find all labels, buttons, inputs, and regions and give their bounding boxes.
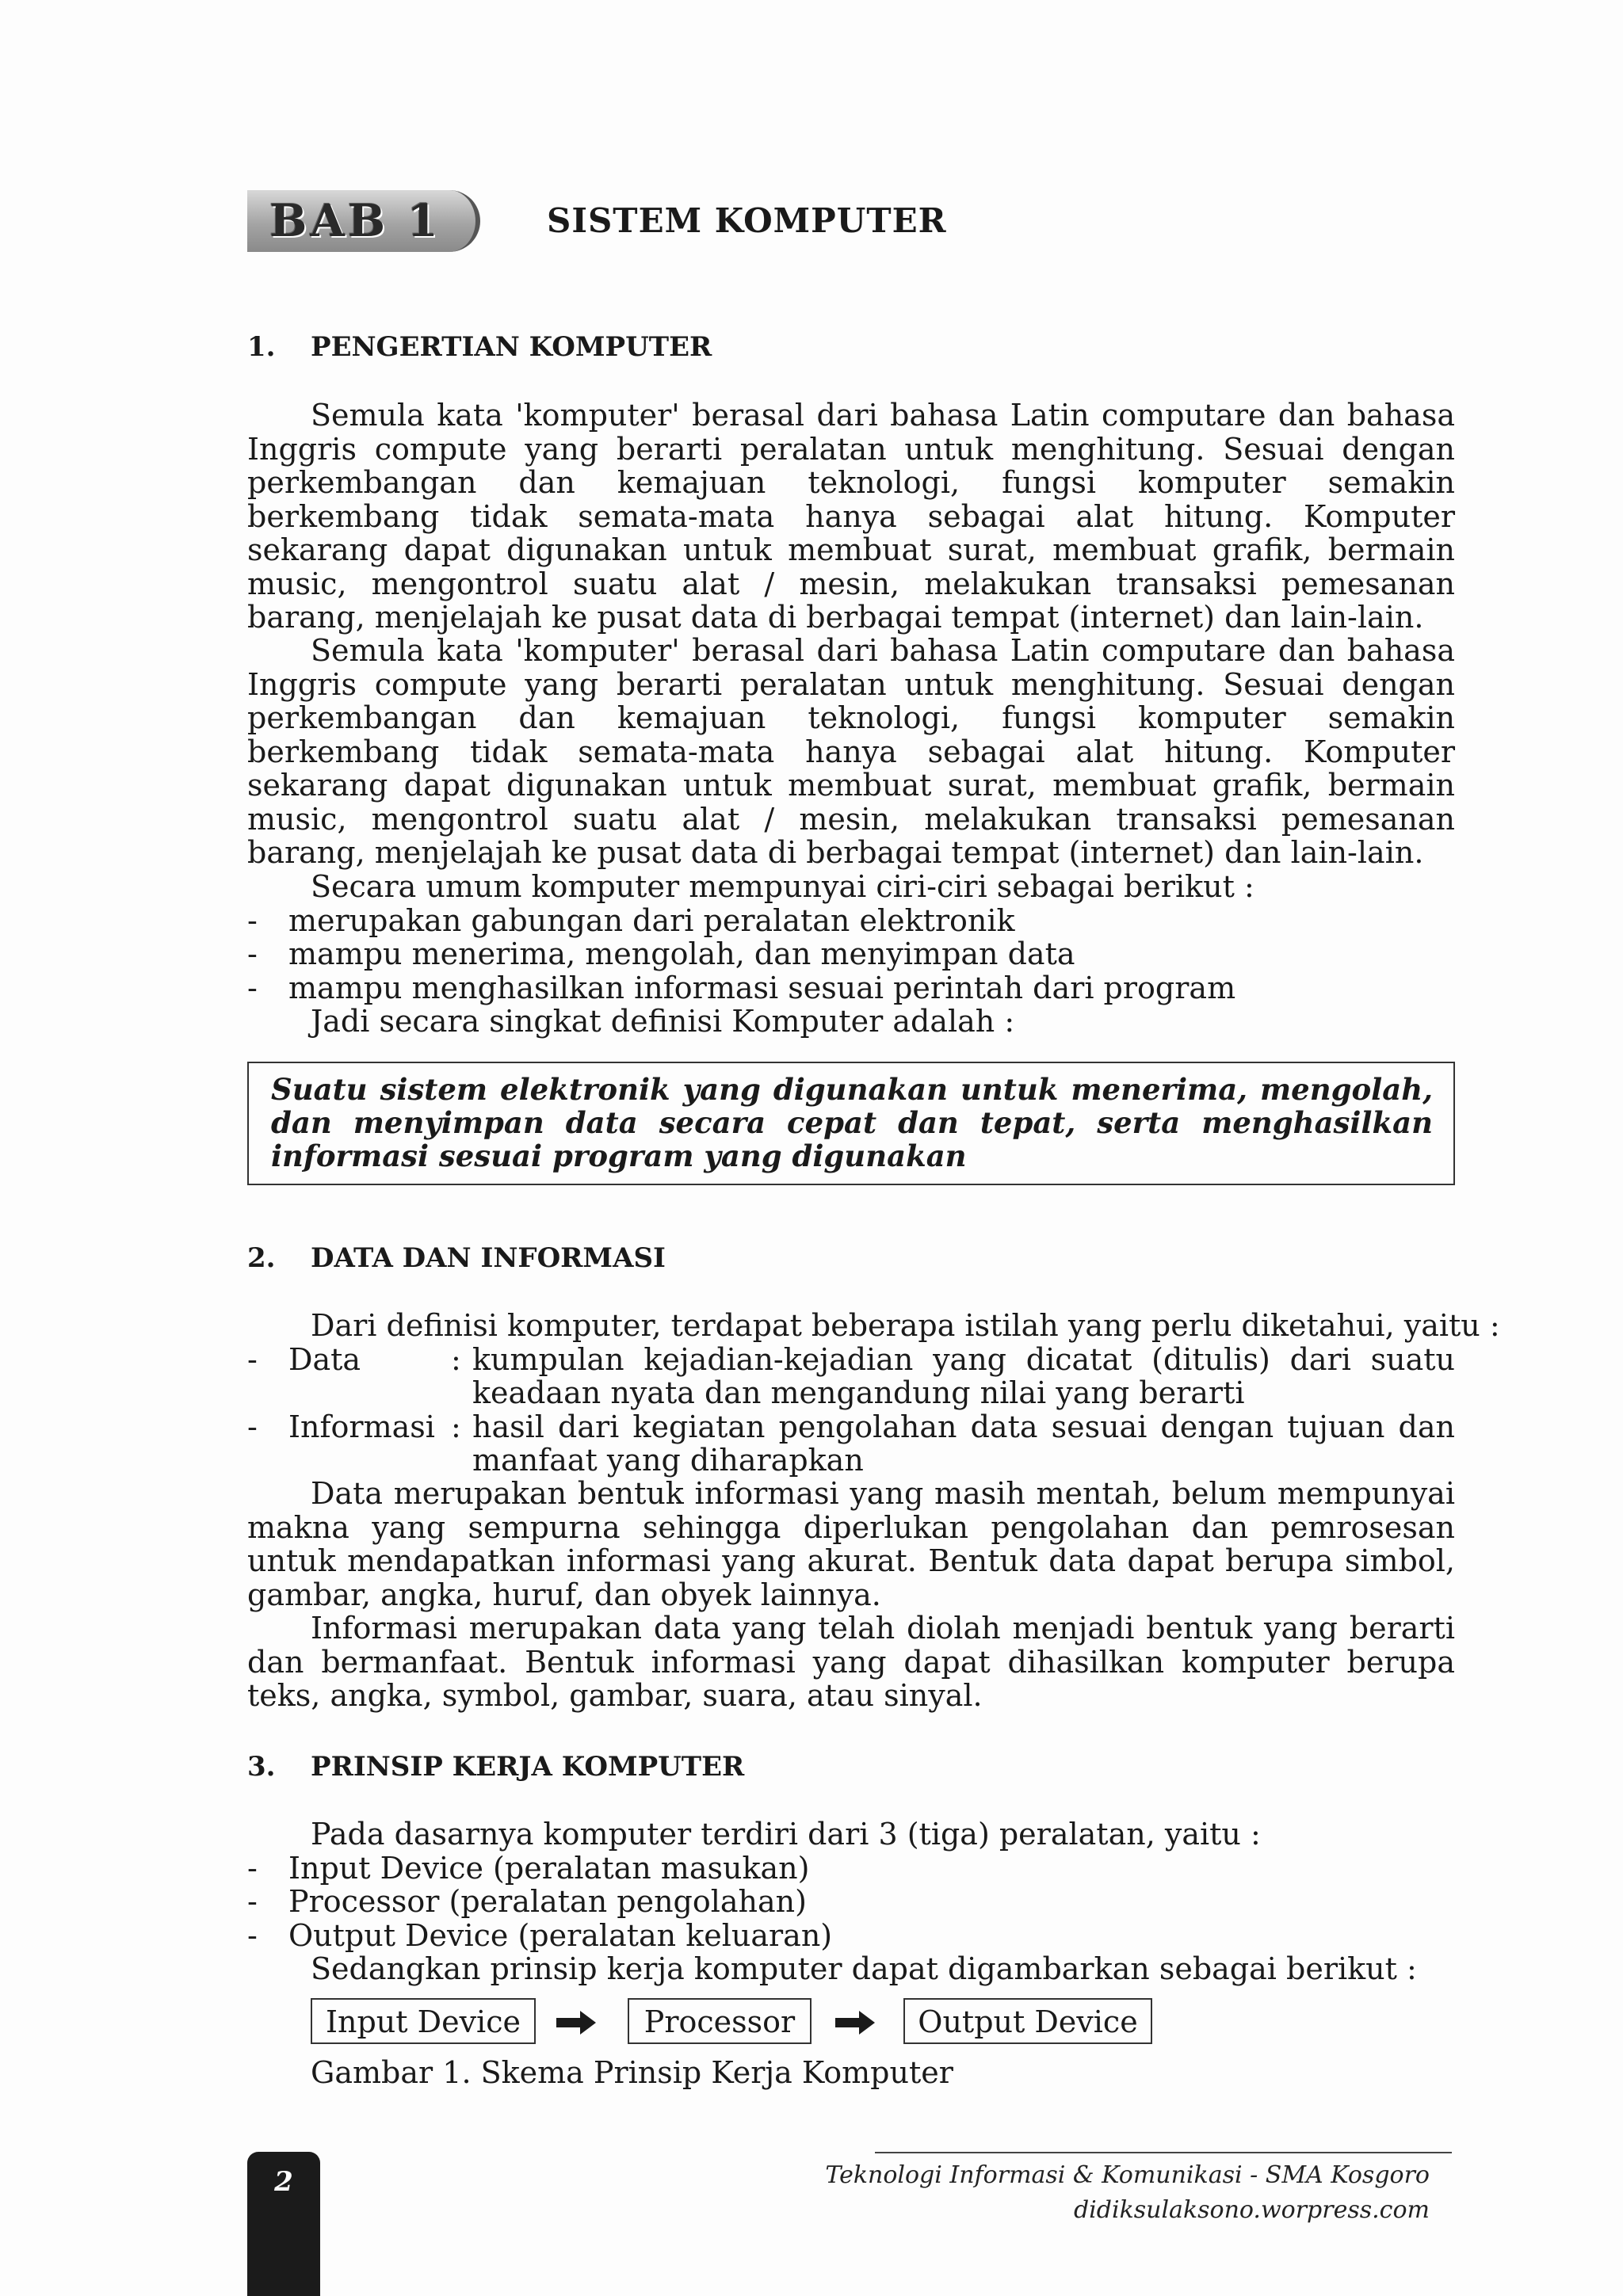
chapter-tab xyxy=(247,190,480,252)
figure-caption: Gambar 1. Skema Prinsip Kerja Komputer xyxy=(311,2055,953,2090)
term-definition-line: manfaat yang diharapkan xyxy=(472,1443,864,1478)
section-number: 2. xyxy=(247,1242,276,1274)
section-title: PRINSIP KERJA KOMPUTER xyxy=(311,1751,745,1783)
list-item: - Processor (peralatan pengolahan) xyxy=(247,1884,807,1919)
section-number: 3. xyxy=(247,1751,276,1783)
term-label: Data xyxy=(288,1342,361,1377)
definition-box xyxy=(247,1062,1455,1185)
chapter-title: SISTEM KOMPUTER xyxy=(547,201,947,240)
paragraph: Data merupakan bentuk informasi yang masih mentah, belum mempunyai makna yang sempurna sehingga diperlukan pengolahan dan pemrosesan untuk mendapatkan informasi yang akurat. Bentuk data dapat berupa simbol, gambar, angka, huruf, dan obyek lainnya. xyxy=(247,1476,1455,1612)
definition-text: Suatu sistem elektronik yang digunakan untuk menerima, mengolah, dan menyimpan data secara cepat dan tepat, serta menghasilkan informasi sesuai program yang digunakan xyxy=(271,1072,1433,1173)
section-1-heading xyxy=(247,331,712,363)
term-data: - Data : kumpulan kejadian-kejadian yang dicatat (ditulis) dari suatu keadaan nyata dan mengandung nilai yang berarti xyxy=(247,1342,1455,1410)
terms-intro: Dari definisi komputer, terdapat beberapa istilah yang perlu diketahui, yaitu : xyxy=(311,1308,1500,1343)
chapter-number: BAB 1 xyxy=(269,195,441,247)
footer-book-title: Teknologi Informasi & Komunikasi - SMA Kosgoro xyxy=(825,2161,1430,2189)
paragraph: Informasi merupakan data yang telah diolah menjadi bentuk yang berarti dan bermanfaat. Bentuk informasi yang dapat dihasilkan komputer berupa teks, angka, symbol, gambar, suara, atau sinyal. xyxy=(247,1611,1455,1713)
term-informasi: - Informasi : hasil dari kegiatan pengolahan data sesuai dengan tujuan dan manfaat yang diharapkan xyxy=(247,1409,1455,1478)
flow-box-input-device: Input Device xyxy=(311,1998,536,2044)
list-item: - mampu menghasilkan informasi sesuai perintah dari program xyxy=(247,971,1236,1005)
section-3-heading xyxy=(247,1751,744,1783)
term-definition-line: kumpulan kejadian-kejadian yang dicatat (ditulis) dari suatu xyxy=(472,1342,1455,1377)
section-number: 1. xyxy=(247,331,276,363)
conclusion-text: Jadi secara singkat definisi Komputer adalah : xyxy=(311,1004,1015,1039)
term-definition-line: hasil dari kegiatan pengolahan data sesuai dengan tujuan dan xyxy=(472,1409,1455,1444)
right-arrow-icon xyxy=(556,2011,596,2035)
section-title: PENGERTIAN KOMPUTER xyxy=(311,331,712,363)
section-title: DATA DAN INFORMASI xyxy=(311,1242,666,1274)
right-arrow-icon xyxy=(835,2011,875,2035)
section-2-heading xyxy=(247,1242,666,1274)
footer-rule xyxy=(875,2152,1452,2153)
footer-website: didiksulaksono.worpress.com xyxy=(1073,2196,1430,2224)
page-number: 2 xyxy=(274,2166,293,2198)
term-label: Informasi xyxy=(288,1409,435,1444)
list-item: - Output Device (peralatan keluaran) xyxy=(247,1918,833,1953)
paragraph: Semula kata 'komputer' berasal dari bahasa Latin computare dan bahasa Inggris compute yang berarti peralatan untuk menghitung. Sesuai dengan perkembangan dan kemajuan teknologi, fungsi komputer semakin berkembang tidak semata-mata hanya sebagai alat hitung. Komputer sekarang dapat digunakan untuk membuat surat, membuat grafik, bermain music, mengontrol suatu alat / mesin, melakukan transaksi pemesanan barang, menjelajah ke pusat data di berbagai tempat (internet) dan lain-lain. xyxy=(247,633,1455,870)
term-definition-line: keadaan nyata dan mengandung nilai yang berarti xyxy=(472,1375,1245,1410)
list-intro: Secara umum komputer mempunyai ciri-ciri sebagai berikut : xyxy=(311,869,1254,904)
paragraph: Semula kata 'komputer' berasal dari bahasa Latin computare dan bahasa Inggris compute yang berarti peralatan untuk menghitung. Sesuai dengan perkembangan dan kemajuan teknologi, fungsi komputer semakin berkembang tidak semata-mata hanya sebagai alat hitung. Komputer sekarang dapat digunakan untuk membuat surat, membuat grafik, bermain music, mengontrol suatu alat / mesin, melakukan transaksi pemesanan barang, menjelajah ke pusat data di berbagai tempat (internet) dan lain-lain. xyxy=(247,398,1455,635)
list-item: - merupakan gabungan dari peralatan elektronik xyxy=(247,903,1015,938)
scheme-intro: Sedangkan prinsip kerja komputer dapat digambarkan sebagai berikut : xyxy=(311,1951,1417,1986)
components-intro: Pada dasarnya komputer terdiri dari 3 (tiga) peralatan, yaitu : xyxy=(311,1817,1261,1852)
list-item: - Input Device (peralatan masukan) xyxy=(247,1851,810,1886)
flow-box-processor: Processor xyxy=(628,1998,812,2044)
flow-box-output-device: Output Device xyxy=(903,1998,1152,2044)
list-item: - mampu menerima, mengolah, dan menyimpan data xyxy=(247,936,1075,971)
